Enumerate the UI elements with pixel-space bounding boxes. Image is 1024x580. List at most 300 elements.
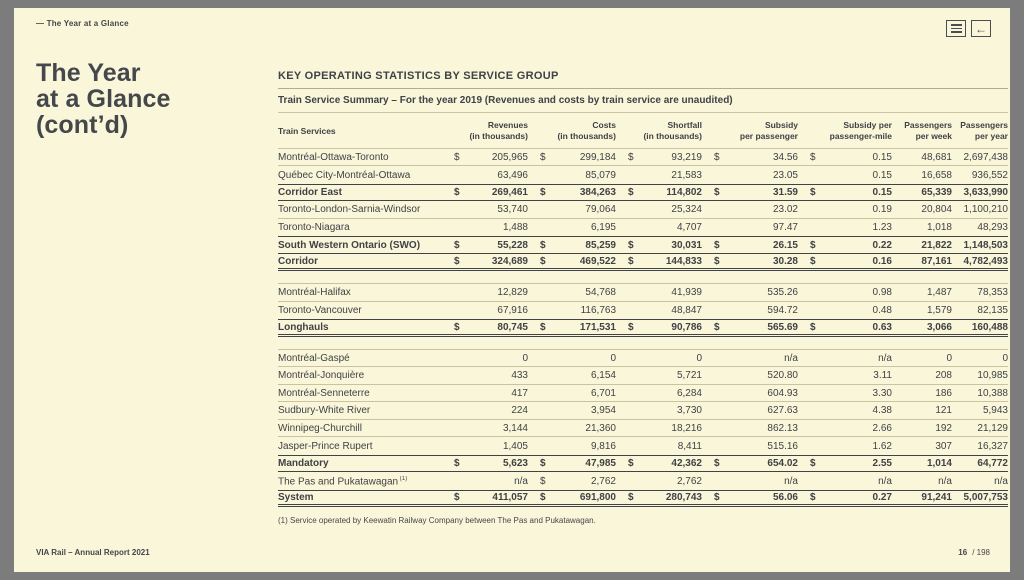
cell-value: 3,954	[590, 405, 616, 417]
cell-value: 97.47	[772, 222, 798, 234]
count-cell: 0	[1002, 352, 1008, 364]
row-label: Montréal-Gaspé	[278, 352, 350, 364]
money-cell	[442, 476, 528, 487]
cell-value: 0.19	[872, 204, 892, 216]
cell-value: 1.62	[872, 440, 892, 452]
dollar-sign	[540, 305, 552, 316]
dollar-sign	[454, 388, 466, 399]
dollar-sign: $	[540, 475, 546, 487]
cell-value: 3,144	[502, 422, 528, 434]
table-row	[278, 490, 1008, 508]
dollar-sign	[810, 476, 822, 487]
cell-value: 0.22	[872, 239, 892, 251]
money-cell	[798, 353, 892, 364]
money-cell	[616, 441, 702, 452]
col-header-passengers-per-week: Passengers per week	[904, 120, 952, 142]
dollar-sign	[810, 353, 822, 364]
dollar-sign	[810, 388, 822, 399]
dollar-sign: $	[714, 458, 720, 470]
cell-value: n/a	[784, 352, 798, 364]
money-cell	[528, 305, 616, 316]
count-cell: 3,066	[926, 321, 952, 333]
table-row	[278, 166, 1008, 184]
dollar-sign: $	[628, 492, 634, 504]
money-cell	[528, 476, 616, 487]
dollar-sign: $	[454, 151, 460, 163]
money-cell	[442, 305, 528, 316]
count-cell: 91,241	[921, 492, 952, 504]
cell-value: 6,284	[676, 387, 702, 399]
money-cell	[616, 405, 702, 416]
dollar-sign	[628, 476, 640, 487]
dollar-sign	[810, 222, 822, 233]
money-cell	[702, 305, 798, 316]
cell-value: 6,154	[590, 370, 616, 382]
dollar-sign	[810, 287, 822, 298]
col-header-revenues: Revenues (in thousands)	[469, 120, 528, 142]
cell-value: 565.69	[767, 321, 798, 333]
dollar-sign: $	[628, 321, 634, 333]
money-cell	[442, 170, 528, 181]
dollar-sign: $	[810, 187, 816, 199]
money-cell	[442, 240, 528, 251]
dollar-sign: $	[810, 321, 816, 333]
money-cell	[616, 305, 702, 316]
count-cell: 5,943	[982, 405, 1008, 417]
money-cell	[798, 492, 892, 503]
cell-value: 18,216	[671, 422, 702, 434]
count-cell: 1,100,210	[963, 204, 1008, 216]
money-cell	[702, 287, 798, 298]
cell-value: 8,411	[677, 440, 702, 452]
hamburger-icon	[951, 23, 962, 34]
dollar-sign	[714, 170, 726, 181]
dollar-sign	[454, 476, 466, 487]
count-cell: 82,135	[977, 305, 1008, 317]
dollar-sign: $	[714, 151, 720, 163]
money-cell	[616, 187, 702, 198]
dollar-sign	[714, 388, 726, 399]
dollar-sign	[810, 441, 822, 452]
count-cell: n/a	[938, 475, 952, 487]
current-page-number: 16	[958, 548, 968, 557]
money-cell	[616, 388, 702, 399]
cell-value: 0.63	[872, 321, 892, 333]
dollar-sign	[628, 222, 640, 233]
cell-value: 34.56	[772, 151, 798, 163]
dollar-sign: $	[454, 492, 460, 504]
dollar-sign	[454, 222, 466, 233]
table-row	[278, 385, 1008, 403]
money-cell	[798, 370, 892, 381]
money-cell	[442, 322, 528, 333]
row-label: Corridor East	[278, 187, 342, 199]
money-cell	[442, 222, 528, 233]
money-cell	[442, 441, 528, 452]
table-row	[278, 201, 1008, 219]
dollar-sign: $	[540, 187, 546, 199]
cell-value: 0	[610, 352, 616, 364]
count-cell: 936,552	[971, 169, 1008, 181]
money-cell	[798, 170, 892, 181]
cell-value: 3.30	[872, 387, 892, 399]
dollar-sign: $	[540, 492, 546, 504]
section-spacer	[278, 337, 1008, 350]
money-cell	[616, 240, 702, 251]
cell-value: 0.15	[872, 169, 892, 181]
row-label: Corridor	[278, 255, 318, 267]
dollar-sign: $	[714, 255, 720, 267]
cell-value: 1.23	[872, 222, 892, 234]
money-cell	[616, 152, 702, 163]
cell-value: 3.11	[873, 370, 892, 382]
dollar-sign: $	[810, 239, 816, 251]
cell-value: 144,833	[665, 255, 702, 267]
table-row	[278, 472, 1008, 490]
cell-value: 80,745	[497, 321, 528, 333]
dollar-sign: $	[810, 151, 816, 163]
money-cell	[702, 370, 798, 381]
cell-value: 4.38	[872, 405, 892, 417]
money-cell	[798, 187, 892, 198]
dollar-sign	[714, 476, 726, 487]
cell-value: 1,488	[502, 222, 528, 234]
money-cell	[442, 187, 528, 198]
cell-value: 4,707	[676, 222, 702, 234]
money-cell	[702, 187, 798, 198]
row-label: Mandatory	[278, 458, 329, 470]
dollar-sign: $	[714, 321, 720, 333]
money-cell	[442, 204, 528, 215]
money-cell	[616, 322, 702, 333]
dollar-sign	[810, 204, 822, 215]
money-cell	[702, 458, 798, 469]
cell-value: 1,405	[502, 440, 528, 452]
money-cell	[528, 240, 616, 251]
cell-value: 23.02	[772, 204, 798, 216]
money-cell	[702, 441, 798, 452]
cell-value: 520.80	[767, 370, 798, 382]
cell-value: n/a	[784, 475, 798, 487]
cell-value: 691,800	[579, 492, 616, 504]
row-label: System	[278, 492, 314, 504]
table-row	[278, 455, 1008, 473]
money-cell	[702, 240, 798, 251]
dollar-sign	[540, 204, 552, 215]
row-label: The Pas and Pukatawagan $^{(1)}$	[278, 475, 408, 487]
dollar-sign	[454, 353, 466, 364]
cell-value: 41,939	[671, 287, 702, 299]
total-page-count: / 198	[972, 548, 990, 557]
dollar-sign: $	[540, 458, 546, 470]
dollar-sign	[810, 405, 822, 416]
money-cell	[798, 305, 892, 316]
money-cell	[798, 405, 892, 416]
cell-value: 2.55	[872, 458, 892, 470]
dollar-sign: $	[628, 239, 634, 251]
dollar-sign	[454, 170, 466, 181]
col-header-subsidy-per-passenger-mile: Subsidy per passenger-mile	[829, 120, 892, 142]
money-cell	[528, 441, 616, 452]
money-cell	[702, 256, 798, 267]
count-cell: n/a	[994, 475, 1008, 487]
dollar-sign: $	[454, 239, 460, 251]
cell-value: 3,730	[676, 405, 702, 417]
money-cell	[528, 170, 616, 181]
money-cell	[442, 152, 528, 163]
count-cell: 65,339	[921, 187, 952, 199]
cell-value: 90,786	[671, 321, 702, 333]
dollar-sign	[714, 353, 726, 364]
money-cell	[528, 405, 616, 416]
footnote-marker: (1)	[398, 475, 408, 482]
dollar-sign	[454, 204, 466, 215]
dollar-sign	[454, 441, 466, 452]
table-body	[278, 149, 1008, 508]
dollar-sign: $	[540, 255, 546, 267]
count-cell: 307	[935, 440, 952, 452]
col-header-costs: Costs (in thousands)	[557, 120, 616, 142]
dollar-sign	[628, 305, 640, 316]
money-cell	[528, 222, 616, 233]
cell-value: 5,623	[502, 458, 528, 470]
cell-value: 2,762	[676, 475, 702, 487]
cell-value: 280,743	[665, 492, 702, 504]
money-cell	[798, 256, 892, 267]
cell-value: 535.26	[767, 287, 798, 299]
count-cell: 186	[935, 387, 952, 399]
cell-value: 85,259	[585, 239, 616, 251]
cell-value: 116,763	[580, 305, 616, 317]
money-cell	[702, 322, 798, 333]
count-cell: 48,293	[977, 222, 1008, 234]
cell-value: 26.15	[772, 239, 798, 251]
page-title-line: (cont’d)	[36, 111, 129, 139]
count-cell: 10,388	[977, 387, 1008, 399]
count-cell: 16,327	[977, 440, 1008, 452]
money-cell	[616, 353, 702, 364]
money-cell	[616, 287, 702, 298]
money-cell	[616, 492, 702, 503]
table-row	[278, 319, 1008, 337]
dollar-sign	[540, 388, 552, 399]
dollar-sign	[628, 204, 640, 215]
cell-value: 2.66	[872, 422, 892, 434]
money-cell	[442, 405, 528, 416]
cell-value: 299,184	[579, 151, 616, 163]
money-cell	[616, 458, 702, 469]
cell-value: 205,965	[491, 151, 528, 163]
count-cell: 64,772	[977, 458, 1008, 470]
dollar-sign: $	[714, 239, 720, 251]
dollar-sign: $	[810, 492, 816, 504]
top-right-controls	[946, 20, 991, 37]
money-cell	[442, 423, 528, 434]
money-cell	[702, 152, 798, 163]
cell-value: 0.16	[872, 255, 892, 267]
count-cell: 78,353	[977, 287, 1008, 299]
cell-value: 6,195	[590, 222, 616, 234]
money-cell	[798, 322, 892, 333]
menu-button[interactable]	[946, 20, 966, 37]
cell-value: 269,461	[491, 187, 528, 199]
dollar-sign	[540, 370, 552, 381]
page-title-line: The Year	[36, 59, 141, 87]
count-cell: 21,129	[977, 422, 1008, 434]
page-title-line: at a Glance	[36, 85, 171, 113]
row-label: Sudbury-White River	[278, 405, 371, 417]
cell-value: 604.93	[767, 387, 798, 399]
dollar-sign: $	[810, 458, 816, 470]
count-cell: 3,633,990	[963, 187, 1008, 199]
money-cell	[702, 388, 798, 399]
money-cell	[442, 458, 528, 469]
money-cell	[528, 492, 616, 503]
row-label: Toronto-Niagara	[278, 222, 350, 234]
money-cell	[528, 256, 616, 267]
money-cell	[528, 152, 616, 163]
dollar-sign: $	[540, 321, 546, 333]
count-cell: 20,804	[921, 204, 952, 216]
col-header-subsidy-per-passenger: Subsidy per passenger	[739, 120, 798, 142]
money-cell	[798, 152, 892, 163]
dollar-sign: $	[810, 255, 816, 267]
cell-value: 469,522	[579, 255, 616, 267]
money-cell	[528, 204, 616, 215]
col-header-train-services: Train Services	[278, 125, 336, 136]
cell-value: 31.59	[772, 187, 798, 199]
dollar-sign	[714, 370, 726, 381]
table-subheading: Train Service Summary – For the year 2019 (Revenues and costs by train service are unaudited)	[278, 89, 1008, 113]
money-cell	[528, 187, 616, 198]
money-cell	[528, 388, 616, 399]
count-cell: 16,658	[921, 169, 952, 181]
dollar-sign: $	[540, 151, 546, 163]
cell-value: 21,360	[585, 422, 616, 434]
money-cell	[528, 287, 616, 298]
money-cell	[702, 353, 798, 364]
cell-value: 67,916	[497, 305, 528, 317]
dollar-sign	[628, 287, 640, 298]
count-cell: 1,148,503	[963, 239, 1008, 251]
dollar-sign	[540, 441, 552, 452]
cell-value: 42,362	[671, 458, 702, 470]
table-row	[278, 254, 1008, 272]
cell-value: 417	[511, 387, 528, 399]
count-cell: 1,487	[926, 287, 952, 299]
money-cell	[702, 476, 798, 487]
dollar-sign: $	[454, 458, 460, 470]
count-cell: 21,822	[921, 239, 952, 251]
dollar-sign	[540, 287, 552, 298]
table-row	[278, 302, 1008, 320]
count-cell: 4,782,493	[963, 255, 1008, 267]
money-cell	[528, 370, 616, 381]
cell-value: 21,583	[671, 169, 702, 181]
table-row	[278, 184, 1008, 202]
cell-value: 9,816	[590, 440, 616, 452]
row-label: Montréal-Jonquière	[278, 370, 365, 382]
cell-value: 5,721	[676, 370, 702, 382]
money-cell	[798, 476, 892, 487]
cell-value: n/a	[878, 352, 892, 364]
cell-value: 23.05	[772, 169, 798, 181]
money-cell	[616, 256, 702, 267]
money-cell	[442, 287, 528, 298]
money-cell	[702, 170, 798, 181]
back-button[interactable]	[971, 20, 991, 37]
money-cell	[798, 458, 892, 469]
cell-value: 433	[511, 370, 528, 382]
cell-value: 56.06	[772, 492, 798, 504]
money-cell	[442, 492, 528, 503]
cell-value: 48,847	[671, 305, 702, 317]
dollar-sign: $	[454, 321, 460, 333]
page-title	[36, 60, 171, 138]
dollar-sign	[454, 370, 466, 381]
dollar-sign	[540, 353, 552, 364]
table-row	[278, 236, 1008, 254]
dollar-sign	[628, 423, 640, 434]
dollar-sign	[454, 405, 466, 416]
count-cell: 208	[935, 370, 952, 382]
money-cell	[528, 353, 616, 364]
cell-value: 114,802	[666, 187, 702, 199]
breadcrumb: — The Year at a Glance	[36, 19, 129, 28]
money-cell	[616, 476, 702, 487]
row-label: Jasper-Prince Rupert	[278, 440, 373, 452]
cell-value: 63,496	[497, 169, 528, 181]
money-cell	[702, 405, 798, 416]
count-cell: 1,579	[926, 305, 952, 317]
dollar-sign	[714, 305, 726, 316]
dollar-sign	[628, 441, 640, 452]
cell-value: 0.27	[872, 492, 892, 504]
cell-value: 30,031	[671, 239, 702, 251]
count-cell: 87,161	[921, 255, 952, 267]
dollar-sign: $	[628, 458, 634, 470]
money-cell	[798, 240, 892, 251]
money-cell	[442, 388, 528, 399]
dollar-sign: $	[540, 239, 546, 251]
money-cell	[702, 423, 798, 434]
table-row	[278, 219, 1008, 237]
cell-value: 0.15	[872, 187, 892, 199]
row-label: Longhauls	[278, 321, 329, 333]
cell-value: 324,689	[491, 255, 528, 267]
page-indicator	[958, 548, 990, 557]
count-cell: 5,007,753	[963, 492, 1008, 504]
dollar-sign	[810, 423, 822, 434]
table-header-row	[278, 113, 1008, 149]
dollar-sign: $	[714, 492, 720, 504]
col-header-shortfall: Shortfall (in thousands)	[643, 120, 702, 142]
count-cell: 1,018	[926, 222, 952, 234]
cell-value: 54,768	[585, 287, 616, 299]
money-cell	[798, 388, 892, 399]
money-cell	[702, 492, 798, 503]
count-cell: 192	[935, 422, 952, 434]
count-cell: 121	[935, 405, 952, 417]
cell-value: 0.15	[872, 151, 892, 163]
dollar-sign	[714, 287, 726, 298]
money-cell	[528, 458, 616, 469]
dollar-sign	[454, 423, 466, 434]
money-cell	[616, 222, 702, 233]
dollar-sign	[540, 222, 552, 233]
dollar-sign	[810, 370, 822, 381]
dollar-sign	[628, 405, 640, 416]
